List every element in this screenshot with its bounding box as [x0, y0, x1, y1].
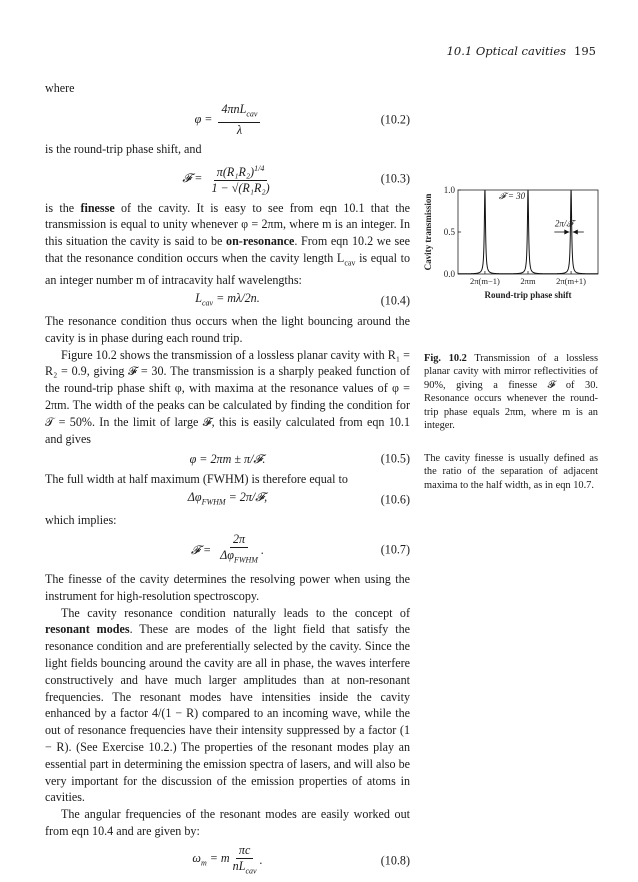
eq-tail: . [259, 853, 263, 868]
equation-number: (10.5) [380, 451, 410, 466]
paragraph-fwhm: The full width at half maximum (FWHM) is therefore equal to [45, 472, 348, 487]
eq-body: φ = 2πm ± π/𝓕. [189, 451, 266, 466]
text-run: . From eqn 10.2 we see that the resonance condition occurs when the cavity length L [45, 234, 410, 265]
fwhm-arrowhead-left [564, 230, 569, 235]
eq-lhs: 𝓕 = [191, 542, 212, 557]
eq-den: nL [232, 859, 246, 873]
caption-text: Transmission of a lossless planar cavity with mirror reflectivities of 90%, giving a finesse 𝓕 of 30. Resonance occurs whenever the round-trip phase equals 2πm, where m is an integer. [424, 353, 598, 432]
eq-den: 1 − √(R₁R₂) [211, 181, 270, 196]
text-run: of the cavity. It is easy to see from eqn 10.1 that the transmission is equal to unity whenever φ = 2πm, where m is an integer. In this situation the cavity is said to be [45, 200, 410, 249]
equation-10-5 [45, 447, 410, 471]
eq-lhs: 𝓕 = [182, 171, 203, 186]
eq-num: π(R₁R₂) [216, 165, 255, 180]
y-tick-label: 0.0 [443, 269, 455, 279]
plot-area [423, 185, 598, 300]
paragraph-resolving: The finesse of the cavity determines the resolving power when using the instrument for high-resolution spectroscopy. [45, 571, 410, 603]
fraction [230, 843, 260, 878]
eq-den: Δφ [220, 548, 234, 563]
text-run: The cavity resonance condition naturally leads to the concept of [61, 605, 410, 620]
x-axis-label: Round-trip phase shift [484, 290, 572, 300]
eq-rest: = 2π/𝓕, [225, 490, 268, 505]
paragraph-figure: Figure 10.2 shows the transmission of a lossless planar cavity with R₁ = R₂ = 0.9, giving 𝓕 = 30. The transmission is a sharply peaked function of the round-trip phase shift φ, with maxima at the resonance values of φ = 2πm. The width of the peaks can be calculated by finding the condition for 𝒯 = 50%. In the limit of large 𝓕, this is easily calculated from eqn 10.1 and gives [45, 347, 410, 446]
eq-sub: FWHM [201, 497, 226, 507]
eq-lhs-sub: m [200, 858, 207, 867]
equation-number: (10.2) [380, 112, 410, 127]
x-tick-label: 2π(m−1) [469, 276, 500, 286]
figure-caption [424, 352, 598, 432]
equation-number: (10.7) [380, 542, 410, 557]
subscript: cav [344, 258, 356, 268]
y-tick-label: 1.0 [443, 185, 455, 195]
paragraph-angular: The angular frequencies of the resonant modes are easily worked out from eqn 10.4 and are given by: [45, 807, 410, 838]
eq-den-sub: FWHM [233, 555, 258, 565]
text-run: is the [45, 200, 81, 215]
eq-num: 4πnL [221, 102, 247, 117]
equation-number: (10.3) [380, 171, 410, 186]
eq-lhs: Δφ [187, 490, 202, 505]
x-tick-label: 2πm [520, 276, 536, 286]
paragraph-phase: The resonance condition thus occurs when the light bouncing around the cavity is in phase during each round trip. [45, 313, 410, 345]
eq-num: 2π [230, 532, 248, 548]
equation-number: (10.8) [380, 853, 410, 868]
equation-10-8 [45, 840, 410, 882]
paragraph-where: where [45, 81, 75, 95]
term-on-resonance: on-resonance [226, 234, 295, 249]
eq-body: L [195, 290, 202, 305]
fwhm-arrowhead-right [573, 230, 578, 235]
equation-10-4 [45, 289, 410, 313]
y-tick-label: 0.5 [443, 227, 455, 237]
term-resonant-modes: resonant modes [45, 622, 130, 637]
equation-number: (10.6) [380, 492, 410, 507]
eq-tail: . [260, 542, 264, 557]
fraction [218, 102, 260, 137]
paragraph-modes [45, 605, 410, 807]
finesse-annotation: 𝓕 = 30 [498, 190, 526, 201]
page-number: 195 [574, 44, 596, 58]
fraction [208, 161, 272, 196]
paragraph-implies: which implies: [45, 513, 117, 528]
fraction [217, 532, 261, 567]
equation-10-2 [45, 99, 410, 141]
main-column [45, 80, 410, 882]
text-run: is equal to an integer number m of intracavity half wavelengths: [45, 250, 410, 288]
eq-den-sub: cav [245, 866, 257, 876]
running-head [447, 44, 596, 58]
equation-10-3 [45, 158, 410, 200]
width-annotation: 2π/𝓕 [554, 218, 574, 229]
caption-label: Fig. 10.2 [424, 353, 467, 364]
paragraph-roundtrip: is the round-trip phase shift, and [45, 141, 202, 156]
eq-den: λ [236, 122, 243, 137]
eq-num: πc [236, 843, 253, 859]
eq-lhs: ω [192, 850, 201, 865]
figure-10-2-chart [420, 178, 602, 314]
margin-note: The cavity finesse is usually defined as the ratio of the separation of adjacent maxima to the half width, as in eqn 10.7. [424, 453, 598, 491]
equation-10-7 [45, 529, 410, 571]
section-title: 10.1 Optical cavities [446, 44, 567, 58]
term-finesse: finesse [80, 200, 115, 215]
eq-sub: cav [201, 298, 214, 308]
equation-10-6 [45, 488, 410, 512]
equation-number: (10.4) [380, 293, 410, 308]
y-axis-label: Cavity transmission [423, 193, 433, 271]
eq-mid: = m [206, 850, 230, 865]
eq-lhs: φ = [194, 112, 213, 127]
text-run: . These are modes of the light field that satisfy the resonance condition and are preferentially selected by the cavity. Since the light fields bouncing around the cavity are all in phase, the waves interfere constructively and have much larger amplitudes than at non-resonant frequencies. The resonant modes have intensities inside the cavity enhanced by a factor 4/(1 − R) compared to an incoming wave, while the out of resonance frequencies have their intensity suppressed by a factor (1 − R). (See Exercise 10.2.) The properties of the resonant modes play an essential part in determining the emission spectra of lasers, and will also be very important for the discussion of the emission properties of atoms in cavities. [45, 622, 410, 805]
x-tick-label: 2π(m+1) [556, 276, 587, 286]
eq-rest: = mλ/2n. [213, 290, 260, 305]
paragraph-finesse [45, 200, 410, 289]
eq-num-sup: 1/4 [254, 164, 265, 174]
eq-num-sub: cav [246, 109, 258, 119]
